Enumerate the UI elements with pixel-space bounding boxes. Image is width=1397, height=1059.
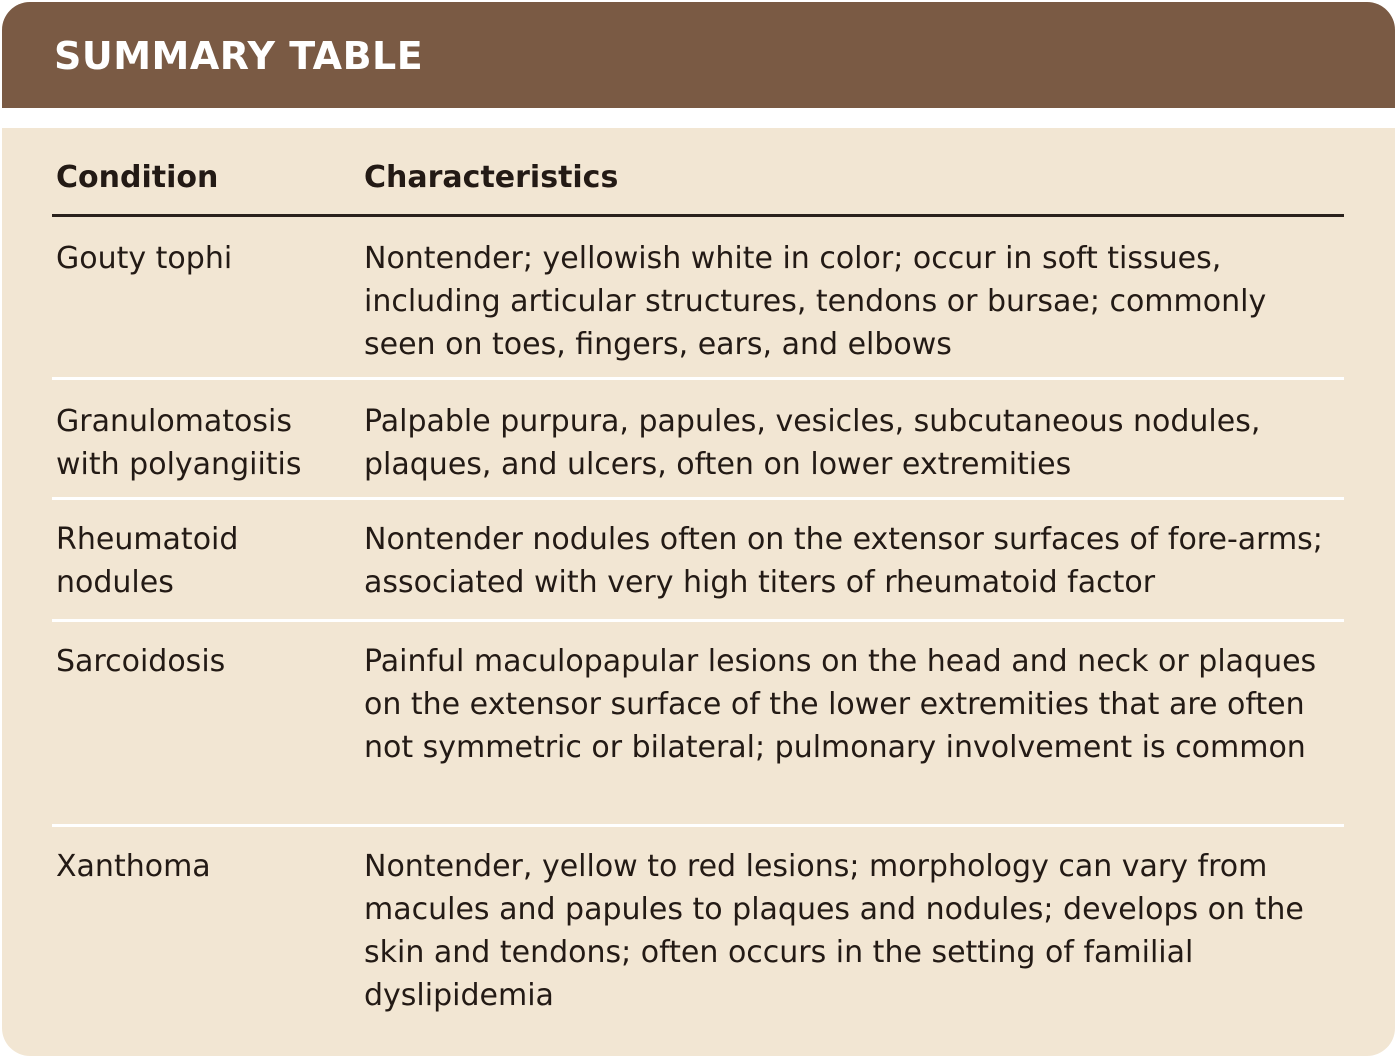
table-row xyxy=(52,500,1344,622)
column-header-characteristics: Characteristics xyxy=(364,160,619,195)
characteristics-cell: Nontender nodules often on the extensor surfaces of fore-arms; associated with very high titers of rheumatoid factor xyxy=(364,522,1323,600)
condition-cell: Sarcoidosis xyxy=(56,644,226,679)
characteristics-cell: Palpable purpura, papules, vesicles, subcutaneous nodules, plaques, and ulcers, often on lower extremities xyxy=(364,404,1261,482)
condition-cell: Rheumatoid nodules xyxy=(56,522,239,600)
header-divider xyxy=(2,108,1395,128)
condition-cell: Xanthoma xyxy=(56,849,211,884)
characteristics-cell: Nontender, yellow to red lesions; morphology can vary from macules and papules to plaques and nodules; develops on the skin and tendons; often occurs in the setting of familial dyslipidemia xyxy=(364,849,1304,1013)
table-title: SUMMARY TABLE xyxy=(54,34,424,78)
condition-cell: Gouty tophi xyxy=(56,241,233,276)
column-header-condition: Condition xyxy=(56,160,219,195)
table-head xyxy=(52,128,1344,217)
table-row xyxy=(52,380,1344,500)
summary-table xyxy=(52,128,1344,1027)
characteristics-cell: Painful maculopapular lesions on the head and neck or plaques on the extensor surface of the lower extremities that are often not symmetric or bilateral; pulmonary involvement is common xyxy=(364,644,1317,765)
table-row xyxy=(52,827,1344,1027)
table-header-bar xyxy=(2,2,1395,108)
table-row xyxy=(52,217,1344,380)
summary-table-card xyxy=(2,2,1395,1056)
table-row xyxy=(52,622,1344,827)
characteristics-cell: Nontender; yellowish white in color; occur in soft tissues, including articular structures, tendons or bursae; commonly seen on toes, fingers, ears, and elbows xyxy=(364,241,1267,362)
condition-cell: Granulomatosis with polyangiitis xyxy=(56,404,302,482)
